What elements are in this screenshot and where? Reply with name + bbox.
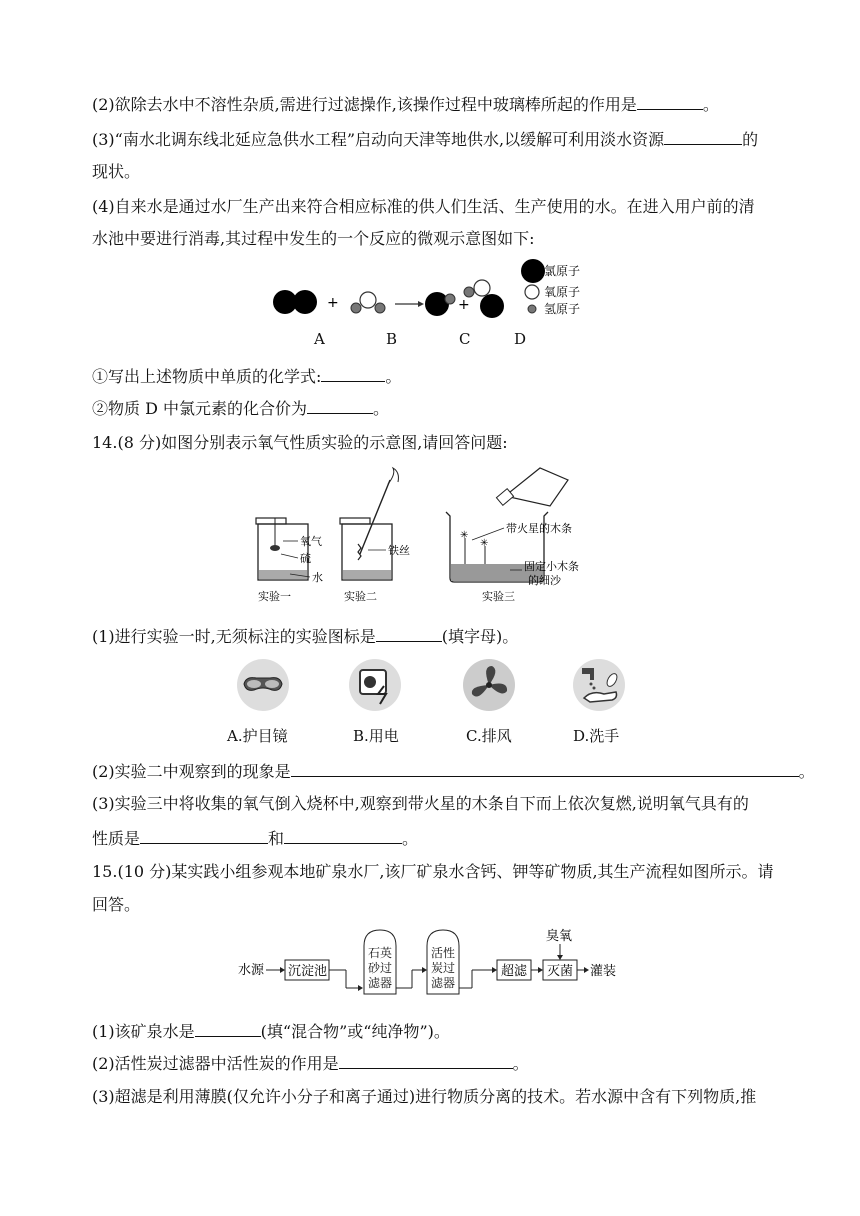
electric-plug-icon xyxy=(348,658,402,712)
icon-label-electric: B.用电 xyxy=(353,727,399,745)
legend-oxygen: 氧原子 xyxy=(544,285,581,299)
q15-part3: (3)超滤是利用薄膜(仅允许小分子和离子通过)进行物质分离的技术。若水源中含有下列物质,推 xyxy=(92,1087,757,1106)
fan-icon xyxy=(462,658,516,712)
q15-stem: 15.(10 分)某实践小组参观本地矿泉水厂,该厂矿泉水含钙、钾等矿物质,其生产流程如图所示。请 xyxy=(92,862,774,881)
q13-part2: (2)欲除去水中不溶性杂质,需进行过滤操作,该操作过程中玻璃棒所起的作用是 。 xyxy=(92,95,719,114)
exp1-label-oxygen: 氧气 xyxy=(300,535,322,548)
q13-part4-1: ①写出上述物质中单质的化学式: 。 xyxy=(92,367,402,386)
legend-hydrogen: 氢原子 xyxy=(544,302,581,316)
label-d: D xyxy=(514,330,527,348)
icon-label-ventilation: C.排风 xyxy=(466,727,512,745)
svg-text:✳: ✳ xyxy=(460,530,469,541)
q15-stem-cont: 回答。 xyxy=(92,895,141,914)
answer-blank[interactable] xyxy=(284,827,402,844)
answer-blank[interactable] xyxy=(637,93,703,110)
label-a: A xyxy=(314,330,325,348)
exp2-caption: 实验二 xyxy=(344,590,377,603)
q15-part1: (1)该矿泉水是 (填“混合物”或“纯净物”)。 xyxy=(92,1022,450,1041)
answer-blank[interactable] xyxy=(307,397,373,414)
exp3-caption: 实验三 xyxy=(482,590,515,603)
icon-label-goggles: A.护目镜 xyxy=(227,727,288,745)
flow-step-quartz: 石英砂过滤器 xyxy=(367,946,392,990)
q13-part4-2: ②物质 D 中氯元素的化合价为 。 xyxy=(92,399,390,418)
plus-sign: + xyxy=(327,295,339,311)
answer-blank[interactable] xyxy=(291,760,799,777)
exp3-label-fixed-stick: 固定小木条 xyxy=(524,560,579,573)
flow-step-sterilize: 灭菌 xyxy=(547,964,574,979)
production-flow-diagram xyxy=(236,924,636,1002)
answer-blank[interactable] xyxy=(321,365,385,382)
q13-part4-cont: 水池中要进行消毒,其过程中发生的一个反应的微观示意图如下: xyxy=(92,229,535,248)
q14-stem: 14.(8 分)如图分别表示氧气性质实验的示意图,请回答问题: xyxy=(92,433,508,452)
q15-part2: (2)活性炭过滤器中活性炭的作用是 。 xyxy=(92,1054,529,1073)
exp1-label-sulfur: 硫 xyxy=(300,552,311,565)
legend-chlorine: 氯原子 xyxy=(544,264,581,278)
oxygen-experiment-diagram xyxy=(250,466,590,606)
answer-blank[interactable] xyxy=(376,625,442,642)
goggles-icon xyxy=(236,658,290,712)
answer-blank[interactable] xyxy=(664,128,742,145)
q14-part1: (1)进行实验一时,无须标注的实验图标是 (填字母)。 xyxy=(92,627,519,646)
flow-source: 水源 xyxy=(238,963,265,978)
flow-step-carbon: 活性炭过滤器 xyxy=(430,946,455,990)
hand-wash-icon xyxy=(572,658,626,712)
svg-text:✳: ✳ xyxy=(480,538,489,549)
q13-part4: (4)自来水是通过水厂生产出来符合相应标准的供人们生活、生产使用的水。在进入用户前的清 xyxy=(92,197,755,216)
answer-blank[interactable] xyxy=(339,1052,513,1069)
exp2-label-iron-wire: 铁丝 xyxy=(388,544,410,557)
hydrogen-atom-icon xyxy=(528,305,536,313)
answer-blank[interactable] xyxy=(195,1020,261,1037)
exp1-caption: 实验一 xyxy=(258,590,291,603)
q14-part3: (3)实验三中将收集的氧气倒入烧杯中,观察到带火星的木条自下而上依次复燃,说明氧气具有的 xyxy=(92,794,749,813)
plus-sign: + xyxy=(458,297,470,313)
exp3-label-sand: 的细沙 xyxy=(528,574,561,587)
chlorine-atom-icon xyxy=(521,259,545,283)
label-b: B xyxy=(386,330,398,348)
answer-blank[interactable] xyxy=(140,827,268,844)
flow-ozone: 臭氧 xyxy=(546,929,573,944)
q14-part2: (2)实验二中观察到的现象是 。 xyxy=(92,762,815,781)
q14-part3-cont: 性质是 和 。 xyxy=(92,829,419,848)
icon-label-hand-wash: D.洗手 xyxy=(573,727,620,745)
exp3-label-glowing-splint: 带火星的木条 xyxy=(506,522,572,535)
exp1-label-water: 水 xyxy=(312,571,323,584)
flow-step-ultrafiltration: 超滤 xyxy=(501,964,528,979)
oxygen-atom-icon xyxy=(525,285,539,299)
q13-part3: (3)“南水北调东线北延应急供水工程”启动向天津等地供水,以缓解可利用淡水资源 的 xyxy=(92,130,759,149)
label-c: C xyxy=(459,330,471,348)
flow-end: 灌装 xyxy=(590,964,617,979)
molecule-reaction-diagram xyxy=(260,254,600,350)
q13-part3-cont: 现状。 xyxy=(92,162,141,181)
flow-step-settling: 沉淀池 xyxy=(288,964,328,979)
